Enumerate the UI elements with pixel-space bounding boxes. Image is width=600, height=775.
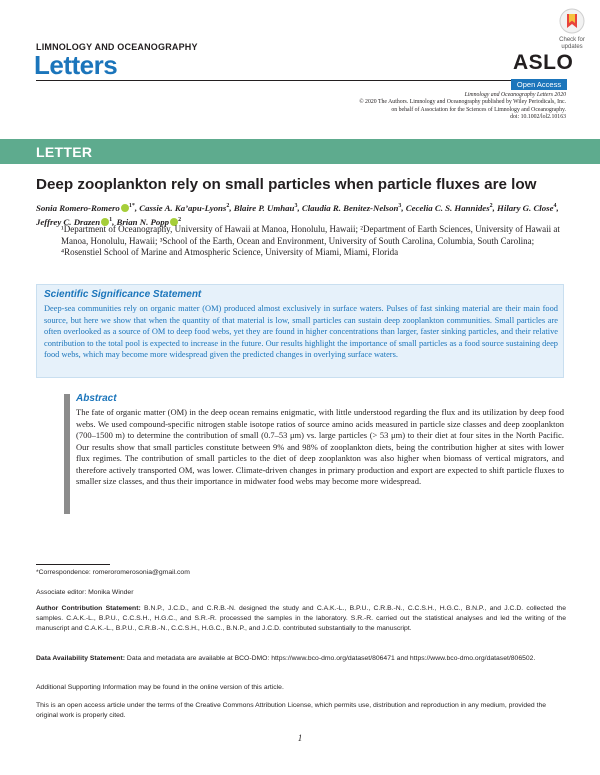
author-contribution-label: Author Contribution Statement:: [36, 605, 141, 612]
citation-doi[interactable]: doi: 10.1002/lol2.10163: [510, 113, 566, 120]
author[interactable]: [497, 203, 556, 213]
data-availability-note: [36, 654, 566, 664]
orcid-icon[interactable]: [121, 204, 129, 212]
author-affiliation-marker: 3: [294, 203, 298, 209]
associate-editor-note: Associate editor: Monika Winder: [36, 589, 134, 596]
check-for-updates-badge[interactable]: [553, 8, 591, 52]
author[interactable]: [406, 203, 493, 213]
significance-text: Deep-sea communities rely on organic matter (OM) produced almost exclusively in surface waters. Pulses of fast sinking material are their main food source, but here we show that when the quantity of that material is low, small particles can sustain deep zooplankton communities. Small particles are often overlooked as a source of OM to deep food webs, yet they are found in higher concentrations than larger, faster sinking particles, and their relative contribution to the total pool is expected to increase in the future. Our results highlight the importance of small particles as a food source sustaining deep food webs, which may become more widespread given the predicted changes in overlying surface waters.: [44, 304, 558, 360]
author-list: Sonia Romero-Romero $^{1*}$, Cassie A. Ka’apu-Lyons$^2$, Blaire P. Umhau$^3$, Claudia R. Benitez-Nelson$^3$, Cecelia C. S. Hannides$^2$, Hilary G. Close$^4$, Jeffrey C. Drazen $^1$, Brian N. Popp $^2$: [36, 202, 559, 227]
abstract-title: Abstract: [76, 393, 117, 404]
section-label: LETTER: [36, 144, 93, 160]
significance-title: Scientific Significance Statement: [44, 289, 202, 300]
open-access-badge: Open Access: [511, 79, 567, 90]
author-name: Brian N. Popp: [116, 216, 170, 227]
author-name: Blaire P. Umhau: [233, 202, 295, 213]
journal-name: LIMNOLOGY AND OCEANOGRAPHY: [36, 42, 198, 52]
author-contribution-note: [36, 604, 566, 634]
abstract-text: The fate of organic matter (OM) in the deep ocean remains enigmatic, with little understood regarding the flux and its utilization by deep food webs. We used compound-specific nitrogen stable isotope ratios of source amino acids measured in particle size classes and deep zooplankton (700–1500 m) to determine the contribution of small (0.7–53 μm) vs. large particles (> 53 μm) to their diet at four sites in the North Pacific. Our results show that small particles constitute between 9% and 98% of zooplankton diets, being the contribution higher at sites with lower flux regimes. The contribution of small particles to the diet of deep zooplankton was also higher when biomass of vertical migrators, and therefore actively transported OM, was lower. Climate-driven changes in primary production and export are expected to shift particle fluxes to smaller size classes, and thus their importance in midwater food webs may become more widespread.: [76, 407, 564, 486]
header-rule: [36, 80, 566, 81]
article-title: Deep zooplankton rely on small particles when particle fluxes are low: [36, 176, 537, 193]
author-name: Cecelia C. S. Hannides: [405, 202, 490, 213]
author-affiliation-marker: 1: [109, 216, 113, 223]
author[interactable]: [234, 203, 298, 213]
author-name: Jeffrey C. Drazen: [36, 216, 101, 227]
supporting-info-note: Additional Supporting Information may be found in the online version of this article.: [36, 684, 284, 691]
author[interactable]: [36, 203, 135, 213]
citation-publisher: on behalf of Association for the Sciences of Limnology and Oceanography.: [391, 106, 566, 113]
journal-logo[interactable]: Letters: [34, 50, 118, 80]
section-band: [0, 139, 600, 164]
author-affiliation-marker: 2: [489, 203, 493, 209]
footnote-rule: [36, 564, 110, 565]
author-contribution-text: B.N.P., J.C.D., and C.R.B.-N. designed the study and C.A.K.-L., B.P.U., C.R.B.-N., C.C.S.H., H.G.C., B.N.P., and J.C.D. collected the samples. C.A.K.-L., B.P.U., C.C.S.H., H.G.C., and S.R.-R. processed the samples in the laboratory. S.R.-R. carried out the statistical analyses and led the writing of the manuscript and C.A.K.-L., B.P.U., C.R.B.-N., C.C.S.H., H.G.C., B.N.P., and J.C.D. contributed substantially to the manuscript.: [36, 605, 566, 632]
data-availability-label: Data Availability Statement:: [36, 655, 126, 662]
bookmark-icon: [559, 8, 585, 36]
data-availability-text[interactable]: Data and metadata are available at BCO-DMO: https://www.bco-dmo.org/dataset/806471 and https://www.bco-dmo.org/dataset/806502.: [126, 655, 536, 662]
society-logo[interactable]: ASLO: [513, 51, 574, 74]
abstract-side-bar: [64, 394, 70, 514]
page-number: 1: [297, 733, 303, 743]
author-name: Claudia R. Benitez-Nelson: [301, 202, 399, 213]
citation-block: [226, 92, 566, 121]
citation-copyright: © 2020 The Authors. Limnology and Oceanography published by Wiley Periodicals, Inc.: [359, 99, 566, 106]
author-affiliation-marker: 3: [398, 203, 402, 209]
citation-journal-year: Limnology and Oceanography Letters 2020: [464, 92, 566, 98]
author-affiliation-marker: 2: [178, 216, 182, 223]
author-affiliation-marker: 4: [553, 203, 557, 209]
significance-statement-box: [36, 284, 564, 378]
author[interactable]: [302, 203, 402, 213]
correspondence-note[interactable]: *Correspondence: romeroromerosonia@gmail.com: [36, 569, 190, 576]
affiliations: ¹Department of Oceanography, University of Hawaii at Manoa, Honolulu, Hawaii; ²Department of Earth Sciences, University of Hawaii at Manoa, Honolulu, Hawaii; ³School of the Earth, Ocean and Environment, University of South Carolina, Columbia, South Carolina; ⁴Rosenstiel School of Marine and Atmospheric Science, University of Miami, Miami, Florida: [61, 224, 560, 258]
check-updates-label: Check for updates: [559, 37, 585, 50]
author[interactable]: [139, 203, 229, 213]
author-affiliation-marker: 2: [226, 203, 230, 209]
author-affiliation-marker: 1*: [128, 203, 135, 209]
author-name: Hilary G. Close: [497, 202, 554, 213]
license-note: This is an open access article under the terms of the Creative Commons Attribution License, which permits use, distribution and reproduction in any medium, provided the original work is properly cited.: [36, 702, 547, 719]
author-name: Sonia Romero-Romero: [36, 202, 120, 213]
author-name: Cassie A. Ka’apu-Lyons: [139, 202, 227, 213]
